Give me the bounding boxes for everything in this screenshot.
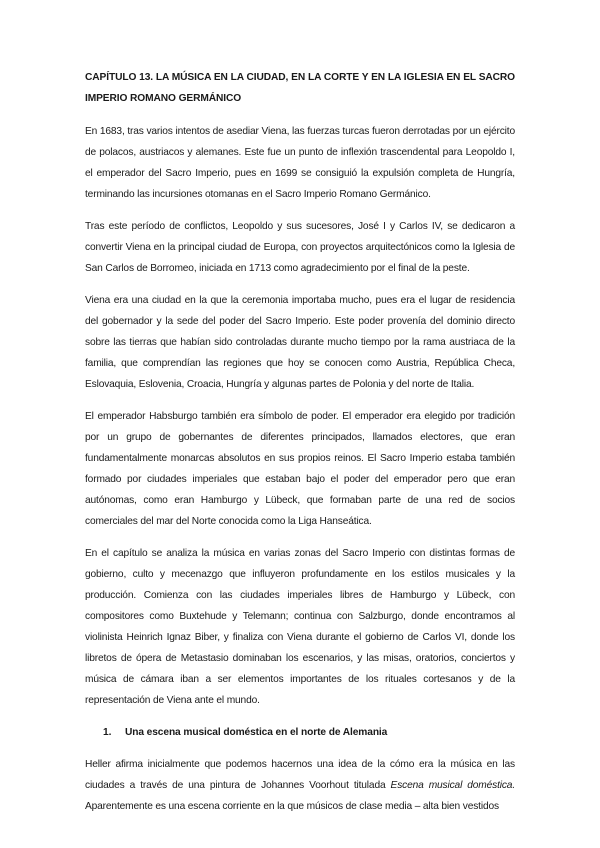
paragraph-6 <box>85 754 515 817</box>
paragraph-5: En el capítulo se analiza la música en varias zonas del Sacro Imperio con distintas formas de gobierno, culto y mecenazgo que influyeron profundamente en los estilos musicales y la producción. Comienza con las ciudades imperiales libres de Hamburgo y Lübeck, con compositores como Buxtehude y Telemann; continua con Salzburgo, donde encontramos al violinista Heinrich Ignaz Biber, y finaliza con Viena durante el gobierno de Carlos VI, donde los libretos de ópera de Metastasio dominaban los escenarios, y las misas, oratorios, conciertos y música de cámara iban a ser elementos importantes de los rituales cortesanos y de la representación de Viena ante el mundo. <box>85 548 515 706</box>
section-heading-1 <box>85 722 515 743</box>
paragraph-1: En 1683, tras varios intentos de asediar Viena, las fuerzas turcas fueron derrotadas por un ejército de polacos, austriacos y alemanes. Este fue un punto de inflexión trascendental para Leopoldo I, el emperador del Sacro Imperio, pues en 1699 se consiguió la expulsión completa de Hungría, terminando las incursiones otomanas en el Sacro Imperio Romano Germánico. <box>85 126 515 200</box>
section-title: Una escena musical doméstica en el norte de Alemania <box>125 727 388 738</box>
paragraph-3: Viena era una ciudad en la que la ceremonia importaba mucho, pues era el lugar de residencia del gobernador y la sede del poder del Sacro Imperio. Este poder provenía del dominio directo sobre las tierras que habían sido controladas durante mucho tiempo por la rama austriaca de la familia, que comprendían las regiones que hoy se conocen como Austria, República Checa, Eslovaquia, Eslovenia, Croacia, Hungría y algunas partes de Polonia y del norte de Italia. <box>85 295 515 390</box>
chapter-title: CAPÍTULO 13. LA MÚSICA EN LA CIUDAD, EN LA CORTE Y EN LA IGLESIA EN EL SACRO IMPERIO ROMANO GERMÁNICO <box>85 72 515 104</box>
paragraph-4: El emperador Habsburgo también era símbolo de poder. El emperador era elegido por tradición por un grupo de gobernantes de diferentes principados, llamados electores, que eran fundamentalmente monarcas absolutos en sus propios reinos. El Sacro Imperio estaba también formado por ciudades imperiales que estaban bajo el poder del emperador pero que eran autónomas, como eran Hamburgo y Lübeck, que formaban parte de una red de socios comerciales del mar del Norte conocida como la Liga Hanseática. <box>85 411 515 527</box>
paragraph-6-text-a: Heller afirma inicialmente que podemos hacernos una idea de la cómo era la música en las ciudades a través de una pintura de Johannes Voorhout titulada <box>85 759 515 791</box>
section-number: 1. <box>103 727 112 738</box>
page-content <box>85 67 515 828</box>
paragraph-2: Tras este período de conflictos, Leopoldo y sus sucesores, José I y Carlos IV, se dedicaron a convertir Viena en la principal ciudad de Europa, con proyectos arquitectónicos como la Iglesia de San Carlos de Borromeo, iniciada en 1713 como agradecimiento por el final de la peste. <box>85 221 515 274</box>
paragraph-6-text-b: Aparentemente es una escena corriente en la que músicos de clase media – alta bien vestidos <box>85 801 499 812</box>
painting-title: Escena musical doméstica. <box>390 780 516 791</box>
